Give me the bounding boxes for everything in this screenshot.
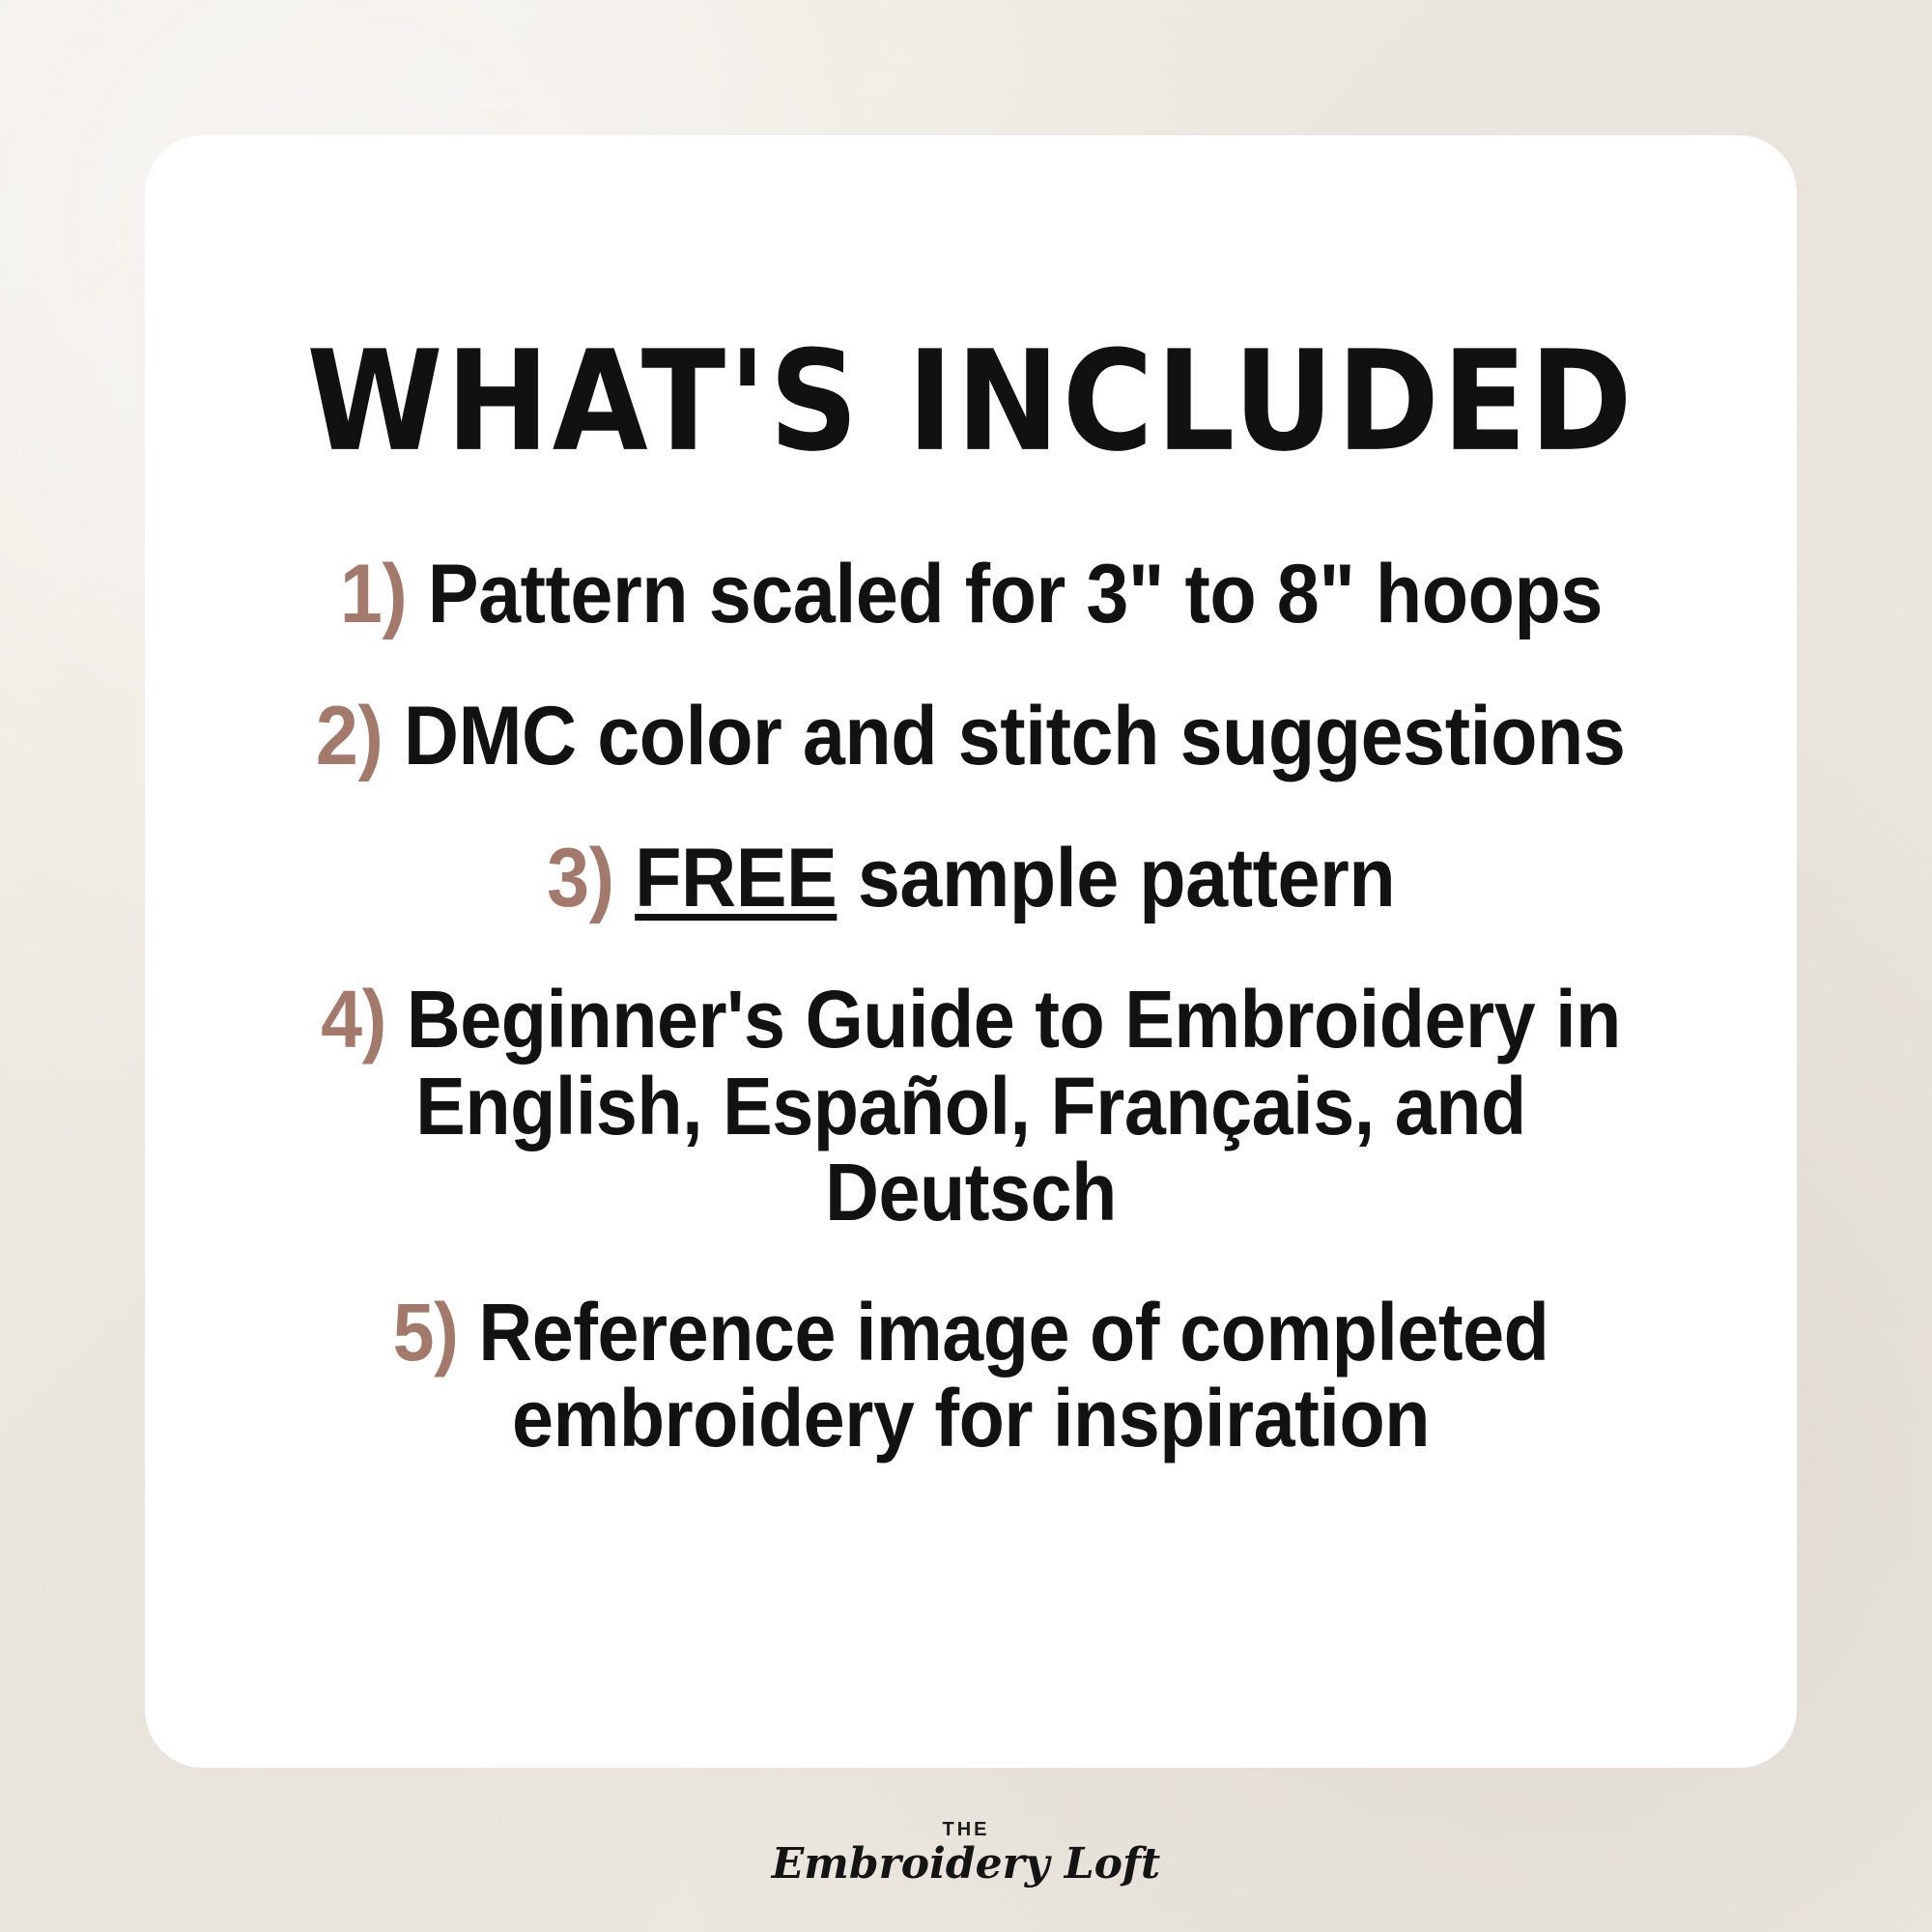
list-item xyxy=(203,974,1739,1237)
list-item-number: 1) xyxy=(339,548,407,640)
brand-the-label: THE xyxy=(942,1819,990,1840)
list-item-number: 2) xyxy=(316,690,384,783)
list-item-text: sample pattern xyxy=(857,832,1396,925)
list-item-number: 3) xyxy=(546,832,614,925)
brand-logo xyxy=(0,1819,1932,1889)
list-item-text: Pattern scaled for 3" to 8" hoops xyxy=(427,548,1603,640)
brand-name: Embroidery Loft xyxy=(771,1839,1161,1889)
list-item-text: DMC color and stitch suggestions xyxy=(404,690,1626,783)
list-item xyxy=(203,1286,1739,1463)
list-item-text: Beginner's Guide to Embroidery in English, Español, Français, and Deutsch xyxy=(406,974,1621,1237)
page-title: WHAT'S INCLUDED xyxy=(306,321,1635,483)
content-card xyxy=(145,135,1797,1768)
list-item xyxy=(203,690,1739,783)
list-item xyxy=(203,548,1739,640)
list-item-emphasis: FREE xyxy=(634,832,838,925)
list-item xyxy=(203,832,1739,925)
list-item-number: 4) xyxy=(321,974,386,1065)
list-item-text: Reference image of completed embroidery for inspiration xyxy=(478,1286,1549,1463)
list-item-number: 5) xyxy=(392,1286,459,1378)
included-list xyxy=(203,548,1739,1516)
